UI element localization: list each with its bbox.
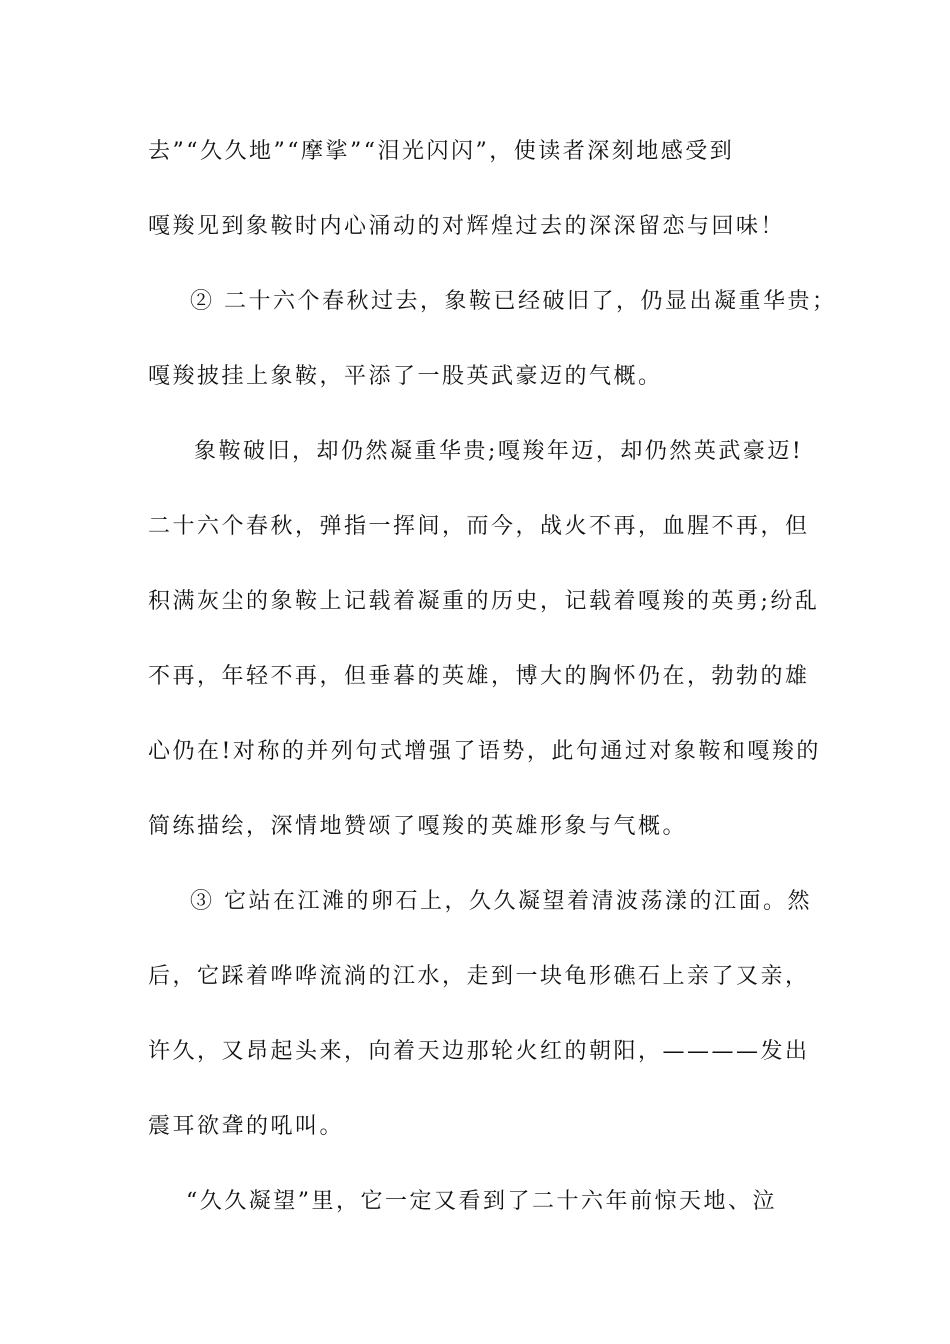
text-line: 嘎羧见到象鞍时内心涌动的对辉煌过去的深深留恋与回味！: [148, 214, 786, 239]
text-line: 震耳欲聋的吼叫。: [148, 1114, 345, 1139]
text-line: 去”“久久地”“摩挲”“泪光闪闪”，使读者深刻地感受到: [148, 139, 735, 164]
text-line: 嘎羧披挂上象鞍，平添了一股英武豪迈的气概。: [148, 364, 663, 389]
text-line: ③ 它站在江滩的卵石上，久久凝望着清波荡漾的江面。然: [190, 889, 812, 914]
text-line: 二十六个春秋，弹指一挥间，而今，战火不再，血腥不再，但: [148, 514, 810, 539]
text-line: 积满灰尘的象鞍上记载着凝重的历史，记载着嘎羧的英勇;纷乱: [148, 589, 820, 614]
text-line: 简练描绘，深情地赞颂了嘎羧的英雄形象与气概。: [148, 814, 688, 839]
text-line: 许久，又昂起头来，向着天边那轮火红的朝阳，————发出: [148, 1039, 810, 1064]
text-line: ② 二十六个春秋过去，象鞍已经破旧了，仍显出凝重华贵；: [190, 289, 837, 314]
text-line: 心仍在!对称的并列句式增强了语势，此句通过对象鞍和嘎羧的: [148, 739, 821, 764]
text-line: 后，它踩着哗哗流淌的江水，走到一块龟形礁石上亲了又亲，: [148, 964, 810, 989]
text-line: 不再，年轻不再，但垂暮的英雄，博大的胸怀仍在，勃勃的雄: [148, 664, 810, 689]
text-line: “久久凝望”里，它一定又看到了二十六年前惊天地、泣: [186, 1189, 777, 1214]
text-line: 象鞍破旧，却仍然凝重华贵;嘎羧年迈，却仍然英武豪迈!: [194, 439, 804, 464]
